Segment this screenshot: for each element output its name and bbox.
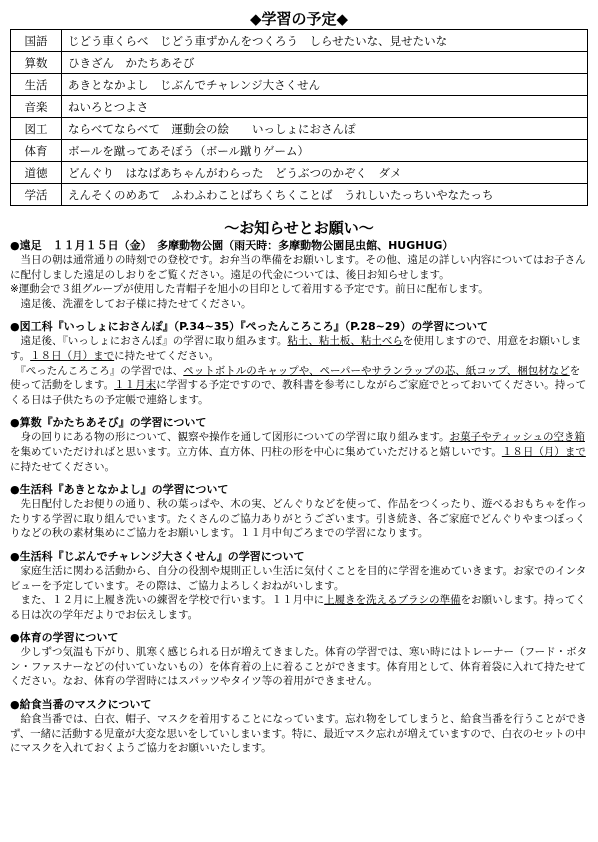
zuko-p2-underline: ペットボトルのキャップや、ペーパーやサランラップの芯、紙コップ、梱包材など [183, 364, 570, 377]
schedule-row [11, 74, 588, 96]
notice-seikatsu1 [10, 482, 588, 541]
zuko-p2-text: 『ぺったんころころ』の学習では、 [10, 364, 184, 377]
sansu-heading: ●算数『かたちあそび』の学習について [10, 416, 207, 430]
zuko-p1-text: 遠足後、『いっしょにおさんぽ』の学習に取り組みます。 [10, 335, 288, 348]
taiiku-heading: ●体育の学習について [10, 631, 119, 645]
ensoku-p1: 当日の朝は通常通りの時刻での登校です。お弁当の準備をお願いします。その他、遠足の詳しい内容についてはお子さんに配付しました遠足のしおりをご覧ください。遠足の代金については、後日お知らせします。 [10, 254, 586, 281]
schedule-subject: 道徳 [11, 162, 62, 184]
sansu-p1-deadline: １８日（月）まで [501, 445, 586, 458]
schedule-subject: 体育 [11, 140, 62, 162]
schedule-content: じどう車くらべ じどう車ずかんをつくろう しらせたいな、見せたいな [62, 30, 588, 52]
sansu-p1 [10, 430, 588, 474]
schedule-table [10, 29, 588, 206]
sansu-p1-text2: を集めていただければと思います。立方体、直方体、円柱の形を中心に集めていただけると嬉しいです。 [10, 445, 502, 458]
notices-title: ～お知らせとお願い～ [224, 219, 374, 237]
schedule-subject: 音楽 [11, 96, 62, 118]
zuko-heading: ●図工科『いっしょにおさんぽ』（P.34~35）『ぺったんころころ』（P.28~29）の学習について [10, 320, 488, 334]
seikatsu2-heading: ●生活科『じぶんでチャレンジ大さくせん』の学習について [10, 549, 305, 563]
schedule-content: あきとなかよし じぶんでチャレンジ大さくせん [62, 74, 588, 96]
notice-sansu [10, 415, 588, 474]
schedule-row [11, 140, 588, 162]
zuko-p2-text3: に学習する予定ですので、教科書を参考にしながらご家庭でとっておいてください。持ってくる日は子供たちの予定帳で連絡します。 [10, 379, 587, 406]
zuko-p2-text2: を使って活動をします。 [10, 364, 581, 392]
seikatsu2-p2 [10, 593, 588, 622]
notice-taiiku [10, 630, 588, 689]
zuko-p1-underline: 粘土、粘土板、粘土べら [287, 335, 403, 348]
schedule-row [11, 118, 588, 140]
seikatsu1-p1: 先日配付したお便りの通り、秋の葉っぱや、木の実、どんぐりなどを使って、作品をつくったり、遊べるおもちゃを作ったりする学習に取り組んでいます。たくさんのご協力ありがとうございます。引き続き、各ご家庭でどんぐりやまつぼっくりなどの秋の素材集めにご協力をお願いします。１１月中旬ごろまでの学習になります。 [10, 498, 587, 540]
notice-zuko [10, 319, 588, 407]
zuko-p1-deadline: １８日（月）まで [30, 349, 115, 362]
seikatsu2-p2-underline: 上履きを洗えるブラシの準備 [324, 594, 461, 607]
schedule-row [11, 184, 588, 206]
taiiku-p1: 少しずつ気温も下がり、肌寒く感じられる日が増えてきました。体育の学習では、寒い時にはトレーナー（フード・ボタン・ファスナーなどの付いていないもの）を体育着の上に着ることができます。体育用として、体育着袋に入れて持たせてください。なお、体育の学習時にはスパッツやタイツ等の着用ができません。 [10, 646, 588, 688]
schedule-content: ボールを蹴ってあそぼう（ボール蹴りゲーム） [62, 140, 588, 162]
schedule-subject: 生活 [11, 74, 62, 96]
seikatsu2-p1: 家庭生活に関わる活動から、自分の役割や規則正しい生活に気付くことを目的に学習を進めていきます。お家でのインタビューを予定しています。その際は、ご協力よろしくおねがいします。 [10, 564, 587, 592]
seikatsu2-p2-text: また、１２月に上履き洗いの練習を学校で行います。１１月中に [10, 594, 325, 607]
schedule-subject: 国語 [11, 30, 62, 52]
zuko-p1-text3: に持たせてください。 [114, 349, 220, 362]
ensoku-p2: ※運動会で３組グループが使用した青帽子を旭小の目印として着用する予定です。前日に配布します。 [10, 283, 489, 296]
schedule-row [11, 30, 588, 52]
schedule-subject: 学活 [11, 184, 62, 206]
schedule-content: ひきざん かたちあそび [62, 52, 588, 74]
schedule-row [11, 52, 588, 74]
zuko-p2-deadline: １１月末 [114, 379, 157, 392]
zuko-p1 [10, 334, 588, 363]
schedule-content: ならべてならべて 運動会の絵 いっしょにおさんぽ [62, 118, 588, 140]
schedule-subject: 図工 [11, 118, 62, 140]
schedule-row [11, 162, 588, 184]
notice-seikatsu2 [10, 549, 588, 622]
schedule-row [11, 96, 588, 118]
seikatsu1-heading: ●生活科『あきとなかよし』の学習について [10, 483, 229, 497]
ensoku-p3: 遠足後、洗濯をしてお子様に持たせてください。 [10, 297, 252, 310]
schedule-content: えんそくのめあて ふわふわことばちくちくことば うれしいたっちいやなたっち [62, 184, 588, 206]
zuko-p2 [10, 364, 588, 408]
schedule-subject: 算数 [11, 52, 62, 74]
schedule-content: ねいろとつよさ [62, 96, 588, 118]
zuko-p1-text2: を使用しますので、用意をお願いします。 [10, 335, 582, 362]
kyushoku-p1: 給食当番では、白衣、帽子、マスクを着用することになっています。忘れ物をしてしまうと、給食当番を行うことができず、一緒に活動する児童が大変な思いをしていしまいます。特に、最近マスク忘れが増えていますので、白衣のセットの中にマスクを入れておくようご協力をお願いいたします。 [10, 713, 587, 755]
sansu-p1-text3: に持たせてください。 [10, 460, 115, 473]
ensoku-heading: ●遠足 １１月１５日（金） 多摩動物公園（雨天時：多摩動物公園昆虫館、HUGHUG） [10, 239, 454, 252]
notice-kyushoku [10, 697, 588, 756]
seikatsu2-p2-text2: をお願いします。持ってくる日は次の学年だよりでお伝えします。 [10, 594, 586, 621]
notices-body [10, 238, 588, 764]
sansu-p1-text: 身の回りにある物の形について、観察や操作を通して図形についての学習に取り組みます。 [10, 431, 450, 444]
schedule-title: ◆学習の予定◆ [249, 10, 349, 28]
kyushoku-heading: ●給食当番のマスクについて [10, 698, 152, 712]
notice-ensoku [10, 238, 588, 311]
schedule-content: どんぐり はなばあちゃんがわらった どうぶつのかぞく ダメ [62, 162, 588, 184]
sansu-p1-underline: お菓子やティッシュの空き箱 [449, 431, 585, 444]
